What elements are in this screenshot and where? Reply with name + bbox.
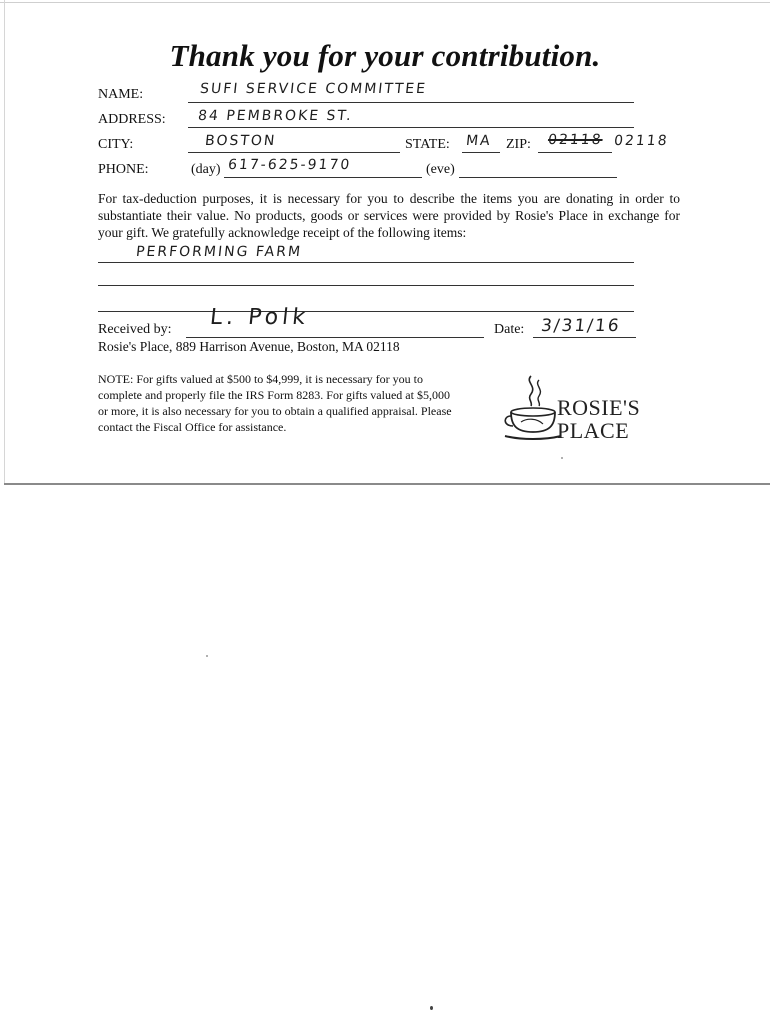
- items-value[interactable]: PERFORMING FARM: [135, 244, 303, 260]
- date-value[interactable]: 3/31/16: [539, 316, 622, 336]
- steaming-cup-icon: [503, 372, 563, 442]
- zip-line: [538, 152, 612, 153]
- phone-day-value[interactable]: 617-625-9170: [227, 157, 353, 173]
- zip-value[interactable]: 02118: [613, 133, 670, 149]
- org-address: Rosie's Place, 889 Harrison Avenue, Boston, MA 02118: [98, 339, 400, 354]
- address-line: [188, 127, 634, 128]
- form-title: Thank you for your contribution.: [169, 38, 601, 73]
- scan-speck: [561, 457, 563, 459]
- address-value[interactable]: 84 PEMBROKE ST.: [197, 108, 354, 124]
- received-by-line: [186, 337, 484, 338]
- logo-line-2: PLACE: [557, 418, 630, 443]
- state-line: [462, 152, 500, 153]
- scan-speck: [206, 655, 208, 657]
- zip-struck-value: 02118: [547, 132, 604, 148]
- state-label: STATE:: [405, 137, 450, 152]
- signature-value[interactable]: L. Polk: [208, 305, 311, 330]
- phone-label: PHONE:: [98, 162, 149, 177]
- scan-speck: [430, 1006, 433, 1010]
- city-line: [188, 152, 400, 153]
- logo-line-1: ROSIE'S: [557, 395, 641, 420]
- items-line-3: [98, 311, 634, 312]
- phone-day-label: (day): [191, 162, 221, 177]
- items-line-2: [98, 285, 634, 286]
- rosies-place-logo-text: [557, 396, 640, 442]
- name-label: NAME:: [98, 87, 144, 102]
- address-label: ADDRESS:: [98, 112, 166, 127]
- name-line: [188, 102, 634, 103]
- date-line: [533, 337, 636, 338]
- page-edge: [0, 2, 770, 3]
- phone-eve-label: (eve): [426, 162, 455, 177]
- note-text: NOTE: For gifts valued at $500 to $4,999, it is necessary for you to complete and properly file the IRS Form 8283. For gifts valued at $5,000 or more, it is also necessary for you to obtain a qualified appraisal. Please contact the Fiscal Office for assistance.: [98, 372, 452, 434]
- tax-deduction-paragraph: For tax-deduction purposes, it is necessary for you to describe the items you are donating in order to substantiate their value. No products, goods or services were provided by Rosie's Place in exchange for your gift. We gratefully acknowledge receipt of the following items:: [98, 191, 680, 240]
- city-value[interactable]: BOSTON: [204, 133, 278, 149]
- items-line-1: [98, 262, 634, 263]
- received-by-label: Received by:: [98, 322, 172, 337]
- phone-day-line: [224, 177, 422, 178]
- card-edge-bottom: [4, 483, 770, 485]
- zip-label: ZIP:: [506, 137, 531, 152]
- date-label: Date:: [494, 322, 525, 337]
- city-label: CITY:: [98, 137, 134, 152]
- phone-eve-line: [459, 177, 617, 178]
- name-value[interactable]: SUFI SERVICE COMMITTEE: [199, 81, 428, 97]
- state-value[interactable]: MA: [465, 133, 493, 149]
